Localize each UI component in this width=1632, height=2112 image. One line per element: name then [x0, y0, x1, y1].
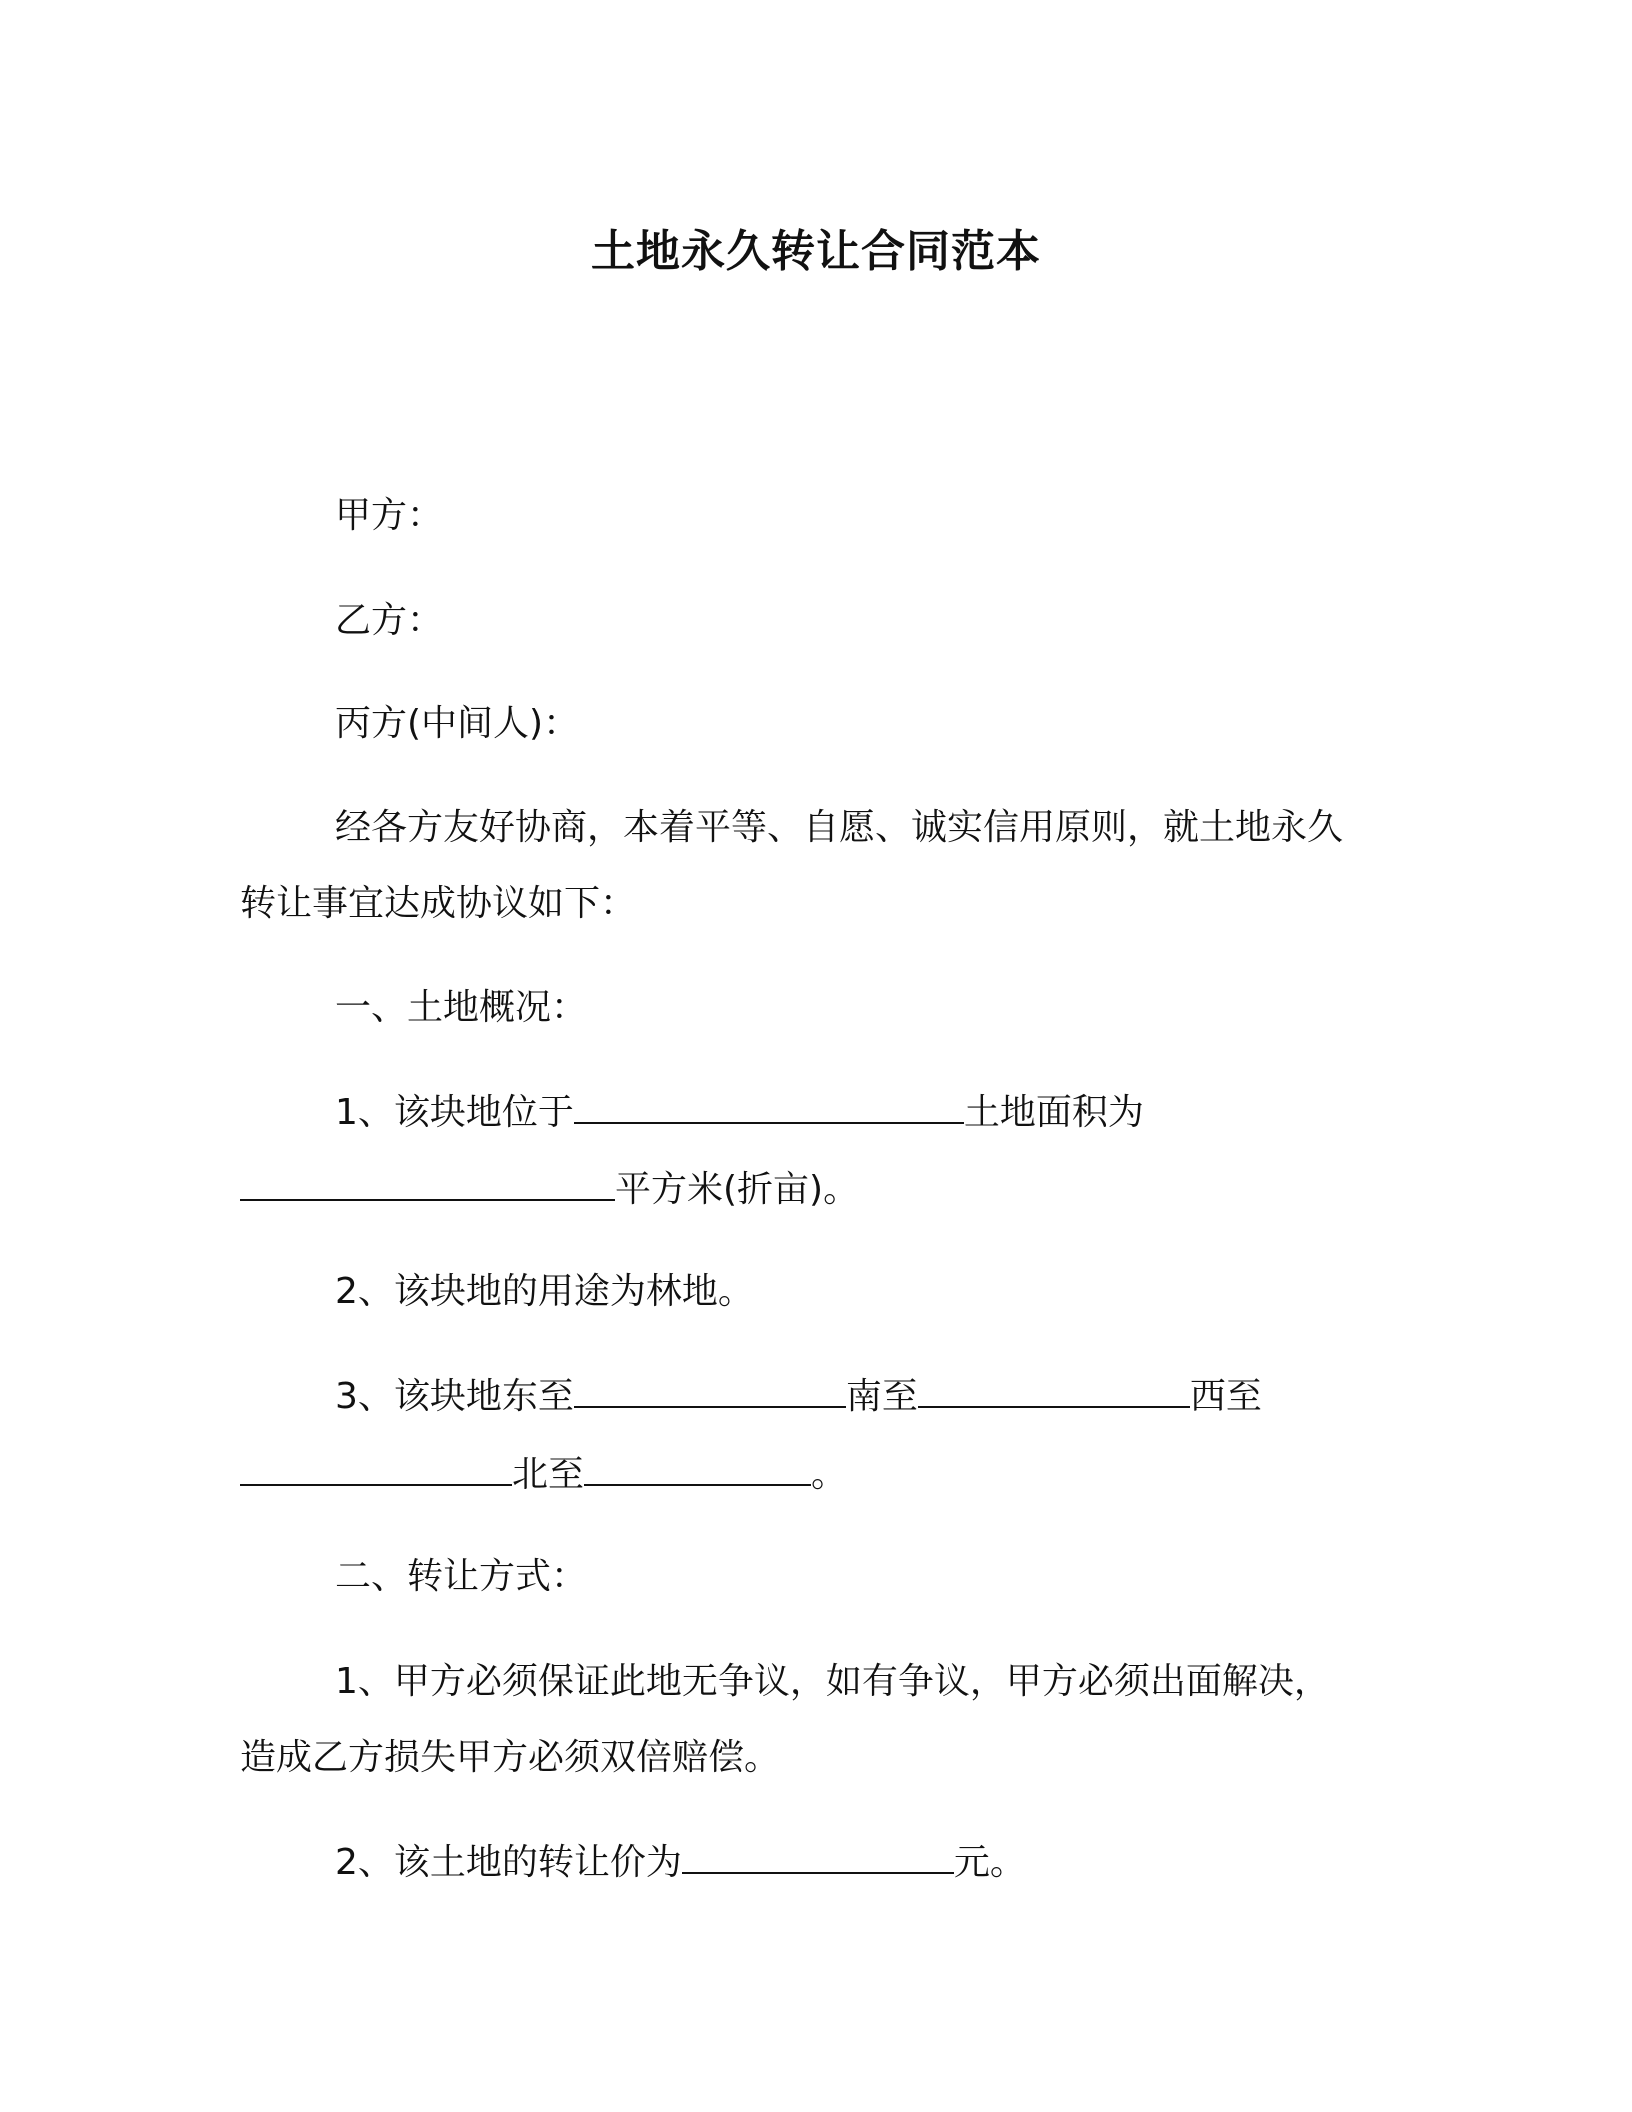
west-blank: [240, 1450, 512, 1486]
preamble-line-1: 经各方友好协商，本着平等、自愿、诚实信用原则，就土地永久: [335, 807, 1344, 848]
section2-item1-line2: 造成乙方损失甲方必须双倍赔偿。: [240, 1737, 781, 1778]
section2-item1-line1: 1、甲方必须保证此地无争议，如有争议，甲方必须出面解决，: [335, 1661, 1330, 1702]
south-label: 南至: [845, 1376, 918, 1417]
section1-heading: 一、土地概况：: [335, 987, 588, 1028]
section2-heading: 二、转让方式：: [335, 1556, 588, 1597]
area-blank: [240, 1165, 615, 1201]
west-label: 西至: [1189, 1376, 1262, 1417]
north-label: 北至: [512, 1454, 585, 1495]
section1-item3-line1: [335, 1372, 1262, 1421]
section1-item1-line1: [335, 1088, 1144, 1137]
section1-item1-line2: [240, 1165, 859, 1214]
price-blank: [682, 1838, 954, 1874]
item1-suffix: 平方米(折亩)。: [615, 1169, 860, 1210]
item3-end: 。: [811, 1454, 848, 1495]
section1-item2: 2、该块地的用途为林地。: [335, 1271, 754, 1312]
price-suffix: 元。: [953, 1842, 1026, 1883]
preamble-line-2: 转让事宜达成协议如下：: [240, 883, 637, 924]
item3-prefix: 3、该块地东至: [335, 1376, 574, 1417]
location-blank: [574, 1088, 964, 1124]
section2-item2: [335, 1838, 1026, 1887]
south-blank: [918, 1372, 1190, 1408]
price-prefix: 2、该土地的转让价为: [335, 1842, 682, 1883]
document-title: 土地永久转让合同范本: [591, 226, 1041, 277]
north-blank: [584, 1450, 811, 1486]
east-blank: [574, 1372, 846, 1408]
item1-area-label: 土地面积为: [963, 1092, 1144, 1133]
party-a-label: 甲方：: [335, 495, 444, 536]
party-b-label: 乙方：: [335, 600, 444, 641]
section1-item3-line2: [240, 1450, 847, 1499]
party-c-label: 丙方(中间人)：: [335, 703, 580, 744]
item1-prefix: 1、该块地位于: [335, 1092, 574, 1133]
